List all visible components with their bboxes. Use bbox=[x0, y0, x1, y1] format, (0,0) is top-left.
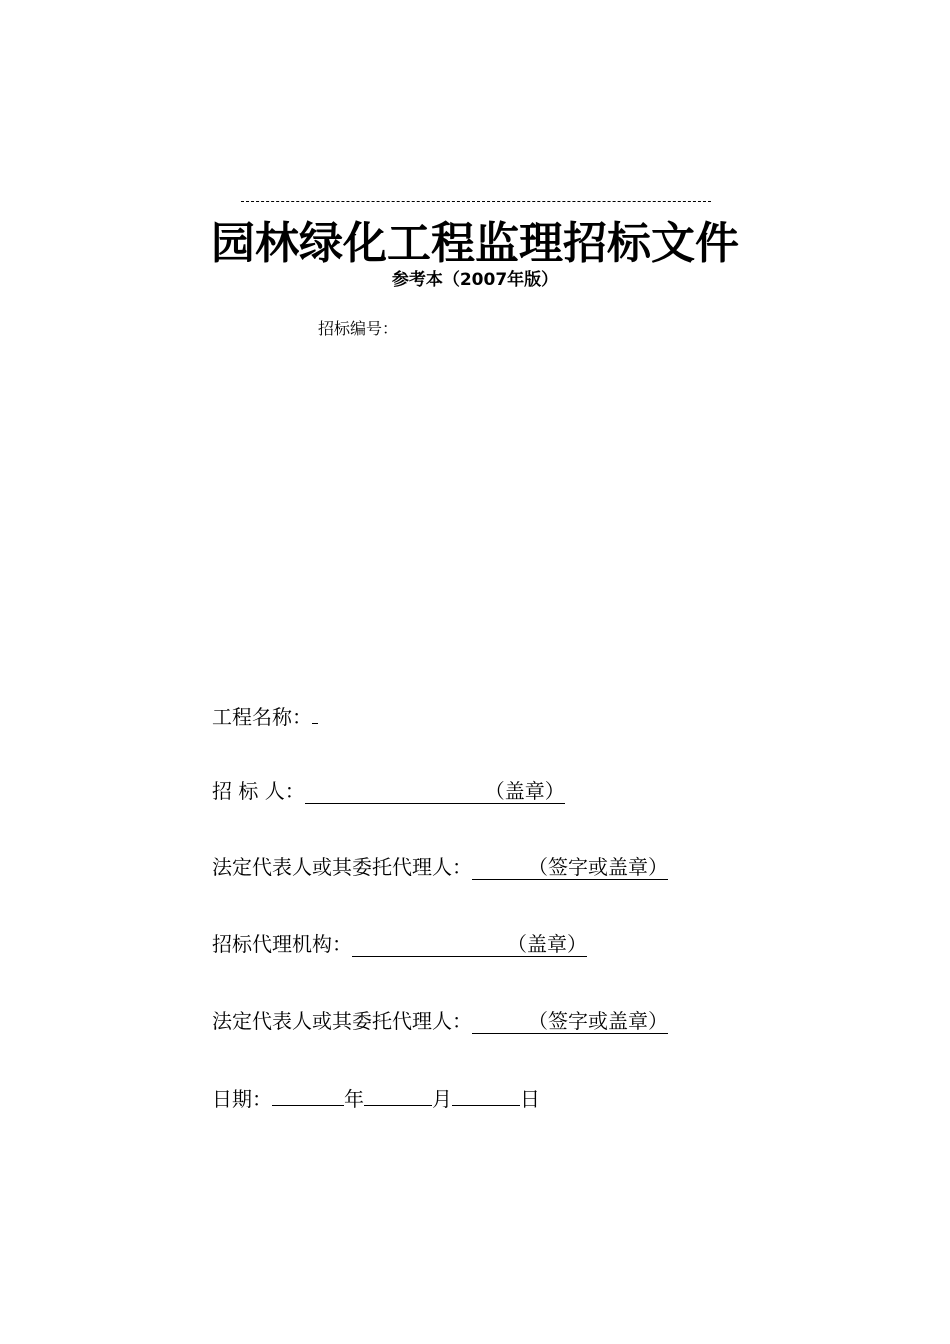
legal-rep-sign-text-2: （签字或盖章） bbox=[528, 1009, 668, 1033]
year-blank bbox=[272, 1083, 344, 1106]
legal-rep-label-1: 法定代表人或其委托代理人： bbox=[212, 855, 472, 879]
day-blank bbox=[452, 1083, 520, 1106]
agency-blank bbox=[352, 932, 587, 957]
project-name-field bbox=[212, 701, 318, 731]
tenderer-field bbox=[212, 777, 565, 805]
project-name-label: 工程名称： bbox=[212, 705, 312, 729]
tenderer-blank bbox=[305, 779, 565, 804]
date-field bbox=[212, 1083, 540, 1113]
project-name-blank bbox=[312, 701, 318, 724]
legal-rep-field-1 bbox=[212, 853, 668, 881]
year-label: 年 bbox=[344, 1087, 364, 1111]
agency-label: 招标代理机构： bbox=[212, 932, 352, 956]
day-label: 日 bbox=[520, 1087, 540, 1111]
agency-field bbox=[212, 930, 587, 958]
bid-number-label: 招标编号： bbox=[318, 319, 399, 338]
date-label: 日期： bbox=[212, 1087, 272, 1111]
month-label: 月 bbox=[432, 1087, 452, 1111]
legal-rep-blank-2 bbox=[472, 1009, 668, 1034]
tenderer-label: 招 标 人： bbox=[212, 779, 305, 803]
legal-rep-label-2: 法定代表人或其委托代理人： bbox=[212, 1009, 472, 1033]
legal-rep-sign-text-1: （签字或盖章） bbox=[528, 855, 668, 879]
tenderer-seal-text: （盖章） bbox=[484, 779, 565, 803]
legal-rep-blank-1 bbox=[472, 855, 668, 880]
legal-rep-field-2 bbox=[212, 1007, 668, 1035]
document-subtitle: 参考本（2007年版） bbox=[391, 270, 559, 290]
month-blank bbox=[364, 1083, 432, 1106]
top-dashed-rule bbox=[241, 201, 711, 202]
agency-seal-text: （盖章） bbox=[507, 932, 587, 956]
document-title: 园林绿化工程监理招标文件 bbox=[211, 218, 739, 269]
